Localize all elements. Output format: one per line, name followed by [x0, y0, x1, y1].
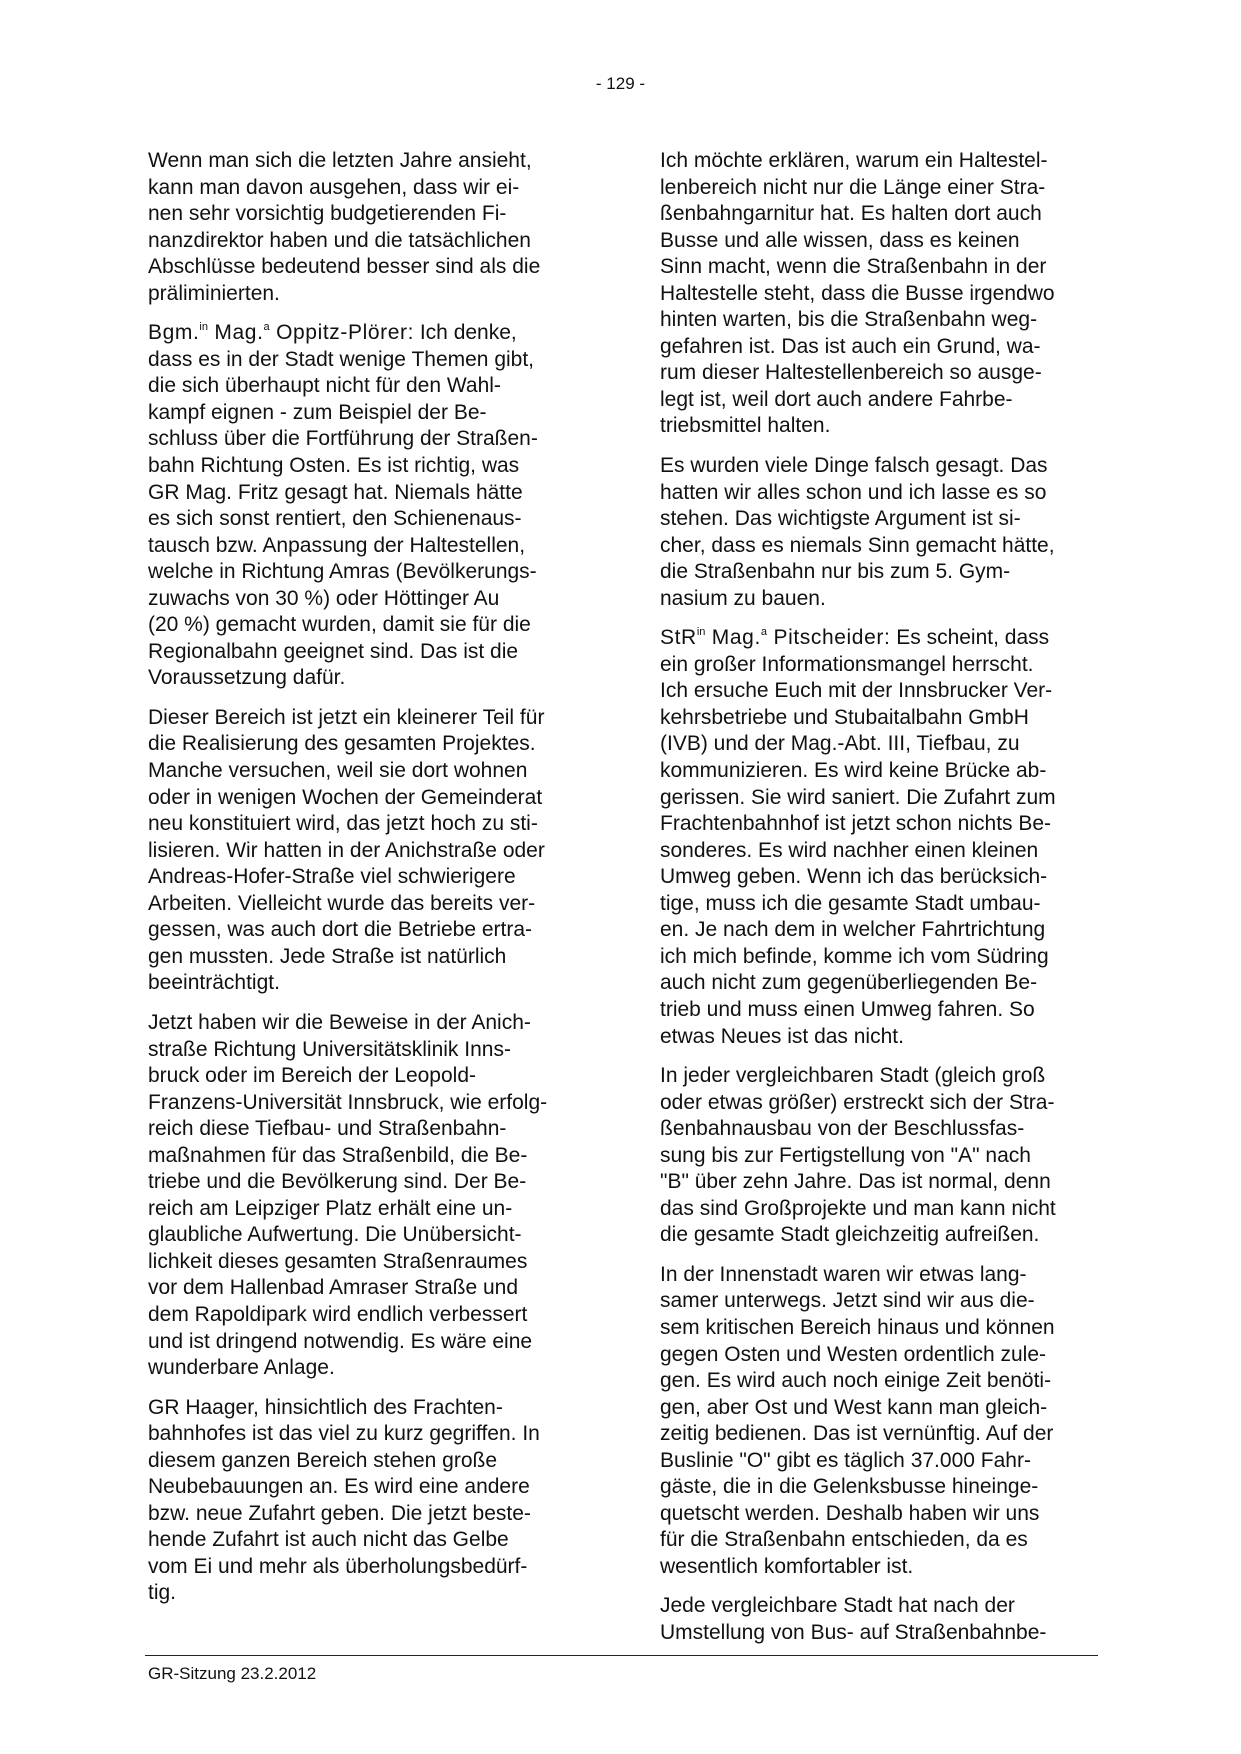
- text-line: tig.: [148, 1581, 177, 1605]
- text-line: Umstellung von Bus- auf Straßenbahnbe-: [660, 1620, 1047, 1644]
- text-line: Sinn macht, wenn die Straßenbahn in der: [660, 255, 1047, 279]
- paragraph: [660, 625, 1100, 1050]
- text-line: reich am Leipziger Platz erhält eine un-: [148, 1196, 513, 1220]
- text-line: hende Zufahrt ist auch nicht das Gelbe: [148, 1528, 509, 1552]
- text-line: In der Innenstadt waren wir etwas lang-: [660, 1262, 1027, 1286]
- text-line: welche in Richtung Amras (Bevölkerungs-: [148, 560, 537, 584]
- paragraph: [148, 1010, 588, 1382]
- text-line: neu konstituiert wird, das jetzt hoch zu sti-: [148, 812, 538, 836]
- speaker-degree: Mag.: [705, 626, 761, 650]
- text-line: GR Mag. Fritz gesagt hat. Niemals hätte: [148, 480, 523, 504]
- text-line: lichkeit dieses gesamten Straßenraumes: [148, 1249, 528, 1273]
- text-line: zeitig bedienen. Das ist vernünftig. Auf der: [660, 1422, 1054, 1446]
- footer-divider: [145, 1655, 1098, 1656]
- text-line: Ich ersuche Euch mit der Innsbrucker Ver-: [660, 679, 1053, 703]
- text-line: hatten wir alles schon und ich lasse es so: [660, 480, 1047, 504]
- text-line: gessen, was auch dort die Betriebe ertra-: [148, 918, 533, 942]
- text-line: glaubliche Aufwertung. Die Unübersicht-: [148, 1223, 522, 1247]
- text-line: ßenbahnausbau von der Beschlussfas-: [660, 1117, 1025, 1141]
- text-line: bzw. neue Zufahrt geben. Die jetzt beste-: [148, 1501, 531, 1525]
- text-line: maßnahmen für das Straßenbild, die Be-: [148, 1143, 528, 1167]
- text-line: lisieren. Wir hatten in der Anichstraße oder: [148, 838, 545, 862]
- text-line: beeinträchtigt.: [148, 971, 280, 995]
- text-line: cher, dass es niemals Sinn gemacht hätte,: [660, 533, 1055, 557]
- text-line: (IVB) und der Mag.-Abt. III, Tiefbau, zu: [660, 732, 1020, 756]
- speaker-title: StR: [660, 626, 697, 650]
- text-line: vor dem Hallenbad Amraser Straße und: [148, 1276, 519, 1300]
- text-line: auch nicht zum gegenüberliegenden Be-: [660, 971, 1038, 995]
- speaker-title: Bgm.: [148, 321, 200, 345]
- text-line: oder in wenigen Wochen der Gemeinderat: [148, 785, 543, 809]
- text-line: nasium zu bauen.: [660, 586, 826, 610]
- text-line: Busse und alle wissen, dass es keinen: [660, 228, 1020, 252]
- text-line: gäste, die in die Gelenksbusse hineinge-: [660, 1475, 1039, 1499]
- speaker-degree-suffix: a: [760, 626, 768, 639]
- text-line: bahn Richtung Osten. Es ist richtig, was: [148, 454, 520, 478]
- text-line: wunderbare Anlage.: [148, 1356, 335, 1380]
- text-line: dem Rapoldipark wird endlich verbessert: [148, 1302, 528, 1326]
- speech-text: Es scheint, dass: [890, 626, 1050, 650]
- text-line: das sind Großprojekte und man kann nicht: [660, 1196, 1056, 1220]
- page-number: - 129 -: [595, 74, 646, 93]
- text-line: tausch bzw. Anpassung der Haltestellen,: [148, 533, 526, 557]
- text-line: trieb und muss einen Umweg fahren. So: [660, 997, 1035, 1021]
- text-line: Wenn man sich die letzten Jahre ansieht,: [148, 149, 532, 172]
- speaker-surname: Pitscheider:: [767, 626, 891, 650]
- text-line: die gesamte Stadt gleichzeitig aufreißen.: [660, 1223, 1040, 1247]
- paragraph: [660, 453, 1100, 612]
- text-line: Haltestelle steht, dass die Busse irgendwo: [660, 281, 1055, 305]
- text-line: hinten warten, bis die Straßenbahn weg-: [660, 308, 1038, 332]
- text-line: kommunizieren. Es wird keine Brücke ab-: [660, 759, 1047, 783]
- text-line: GR Haager, hinsichtlich des Frachten-: [148, 1395, 503, 1419]
- speaker-degree: Mag.: [207, 321, 264, 345]
- text-line: präliminierten.: [148, 281, 280, 305]
- text-line: oder etwas größer) erstreckt sich der Stra-: [660, 1090, 1055, 1114]
- text-line: bruck oder im Bereich der Leopold-: [148, 1064, 477, 1088]
- speaker-line: [660, 625, 1100, 652]
- text-line: triebsmittel halten.: [660, 414, 831, 438]
- text-line: gen mussten. Jede Straße ist natürlich: [148, 944, 507, 968]
- text-line: gegen Osten und Westen ordentlich zule-: [660, 1342, 1047, 1366]
- speaker-name: [660, 626, 890, 649]
- speaker-title-suffix: in: [696, 626, 706, 639]
- text-line: rum dieser Haltestellenbereich so ausge-: [660, 361, 1042, 385]
- text-line: es sich sonst rentiert, den Schienenaus-: [148, 507, 522, 531]
- text-line: Andreas-Hofer-Straße viel schwierigere: [148, 865, 516, 889]
- text-line: tige, muss ich die gesamte Stadt umbau-: [660, 891, 1041, 915]
- text-line: diesem ganzen Bereich stehen große: [148, 1448, 498, 1472]
- text-line: Umweg geben. Wenn ich das berücksich-: [660, 865, 1048, 889]
- text-line: Voraussetzung dafür.: [148, 666, 346, 690]
- text-line: In jeder vergleichbaren Stadt (gleich groß: [660, 1064, 1046, 1088]
- text-line: die sich überhaupt nicht für den Wahl-: [148, 374, 501, 398]
- text-line: kann man davon ausgehen, dass wir ei-: [148, 175, 520, 199]
- text-line: zuwachs von 30 %) oder Höttinger Au: [148, 586, 500, 610]
- text-line: die Straßenbahn nur bis zum 5. Gym-: [660, 560, 1011, 584]
- paragraph: [148, 148, 588, 307]
- text-line: lenbereich nicht nur die Länge einer Stra-: [660, 175, 1046, 199]
- text-line: kampf eignen - zum Beispiel der Be-: [148, 400, 487, 424]
- text-line: für die Straßenbahn entschieden, da es: [660, 1528, 1028, 1552]
- speaker-line: [148, 320, 588, 347]
- speaker-degree-suffix: a: [263, 321, 270, 334]
- text-line: en. Je nach dem in welcher Fahrtrichtung: [660, 918, 1046, 942]
- text-line: gen. Es wird auch noch einige Zeit benöti-: [660, 1369, 1052, 1393]
- paragraph: [660, 1593, 1100, 1646]
- text-line: nen sehr vorsichtig budgetierenden Fi-: [148, 202, 507, 226]
- text-line: stehen. Das wichtigste Argument ist si-: [660, 507, 1021, 531]
- text-line: dass es in der Stadt wenige Themen gibt,: [148, 347, 535, 371]
- text-line: wesentlich komfortabler ist.: [660, 1554, 914, 1578]
- text-line: Ich möchte erklären, warum ein Haltestel-: [660, 149, 1048, 172]
- text-line: gerissen. Sie wird saniert. Die Zufahrt zum: [660, 785, 1056, 809]
- footer-session-date: GR-Sitzung 23.2.2012: [148, 1664, 317, 1683]
- text-line: Neubebauungen an. Es wird eine andere: [148, 1475, 530, 1499]
- text-line: ein großer Informationsmangel herrscht.: [660, 652, 1034, 676]
- text-line: reich diese Tiefbau- und Straßenbahn-: [148, 1117, 507, 1141]
- paragraph: [148, 705, 588, 997]
- text-line: vom Ei und mehr als überholungsbedürf-: [148, 1554, 528, 1578]
- speech-text: Ich denke,: [414, 321, 517, 345]
- text-line: nanzdirektor haben und die tatsächlichen: [148, 228, 531, 252]
- text-line: quetscht werden. Deshalb haben wir uns: [660, 1501, 1040, 1525]
- text-line: "B" über zehn Jahre. Das ist normal, denn: [660, 1170, 1051, 1194]
- text-line: ich mich befinde, komme ich vom Südring: [660, 944, 1049, 968]
- text-line: samer unterwegs. Jetzt sind wir aus die-: [660, 1289, 1035, 1313]
- text-line: kehrsbetriebe und Stubaitalbahn GmbH: [660, 705, 1029, 729]
- speaker-surname: Oppitz-Plörer:: [269, 321, 415, 345]
- text-line: und ist dringend notwendig. Es wäre eine: [148, 1329, 533, 1353]
- text-line: schluss über die Fortführung der Straßen-: [148, 427, 538, 451]
- paragraph: [660, 1063, 1100, 1249]
- text-line: Es wurden viele Dinge falsch gesagt. Das: [660, 454, 1048, 478]
- text-line: sung bis zur Fertigstellung von "A" nach: [660, 1143, 1031, 1167]
- text-line: Abschlüsse bedeutend besser sind als die: [148, 255, 541, 279]
- text-line: Manche versuchen, weil sie dort wohnen: [148, 759, 528, 783]
- text-line: (20 %) gemacht wurden, damit sie für die: [148, 613, 531, 637]
- text-line: Regionalbahn geeignet sind. Das ist die: [148, 639, 519, 663]
- text-line: gen, aber Ost und West kann man gleich-: [660, 1395, 1048, 1419]
- speaker-title-suffix: in: [199, 321, 208, 334]
- text-line: triebe und die Bevölkerung sind. Der Be-: [148, 1170, 527, 1194]
- text-line: legt ist, weil dort auch andere Fahrbe-: [660, 387, 1013, 411]
- speaker-name: [148, 321, 414, 344]
- paragraph: [148, 320, 588, 692]
- text-line: sem kritischen Bereich hinaus und können: [660, 1315, 1055, 1339]
- right-column: [660, 148, 1100, 1660]
- text-line: Dieser Bereich ist jetzt ein kleinerer Teil für: [148, 705, 545, 729]
- paragraph: [660, 148, 1100, 440]
- text-line: Jetzt haben wir die Beweise in der Anich-: [148, 1010, 531, 1034]
- text-line: gefahren ist. Das ist auch ein Grund, wa-: [660, 334, 1041, 358]
- text-line: Buslinie "O" gibt es täglich 37.000 Fahr-: [660, 1448, 1031, 1472]
- text-line: die Realisierung des gesamten Projektes.: [148, 732, 536, 756]
- text-line: straße Richtung Universitätsklinik Inns-: [148, 1037, 511, 1061]
- left-column: [148, 148, 588, 1620]
- text-line: Franzens-Universität Innsbruck, wie erfolg-: [148, 1090, 548, 1114]
- text-line: bahnhofes ist das viel zu kurz gegriffen. In: [148, 1422, 540, 1446]
- text-line: Frachtenbahnhof ist jetzt schon nichts Be-: [660, 812, 1052, 836]
- paragraph: [660, 1262, 1100, 1581]
- text-line: Jede vergleichbare Stadt hat nach der: [660, 1594, 1015, 1618]
- text-line: etwas Neues ist das nicht.: [660, 1024, 904, 1048]
- text-line: sonderes. Es wird nachher einen kleinen: [660, 838, 1039, 862]
- text-line: Arbeiten. Vielleicht wurde das bereits ver-: [148, 891, 536, 915]
- paragraph: [148, 1395, 588, 1607]
- text-line: ßenbahngarnitur hat. Es halten dort auch: [660, 202, 1042, 226]
